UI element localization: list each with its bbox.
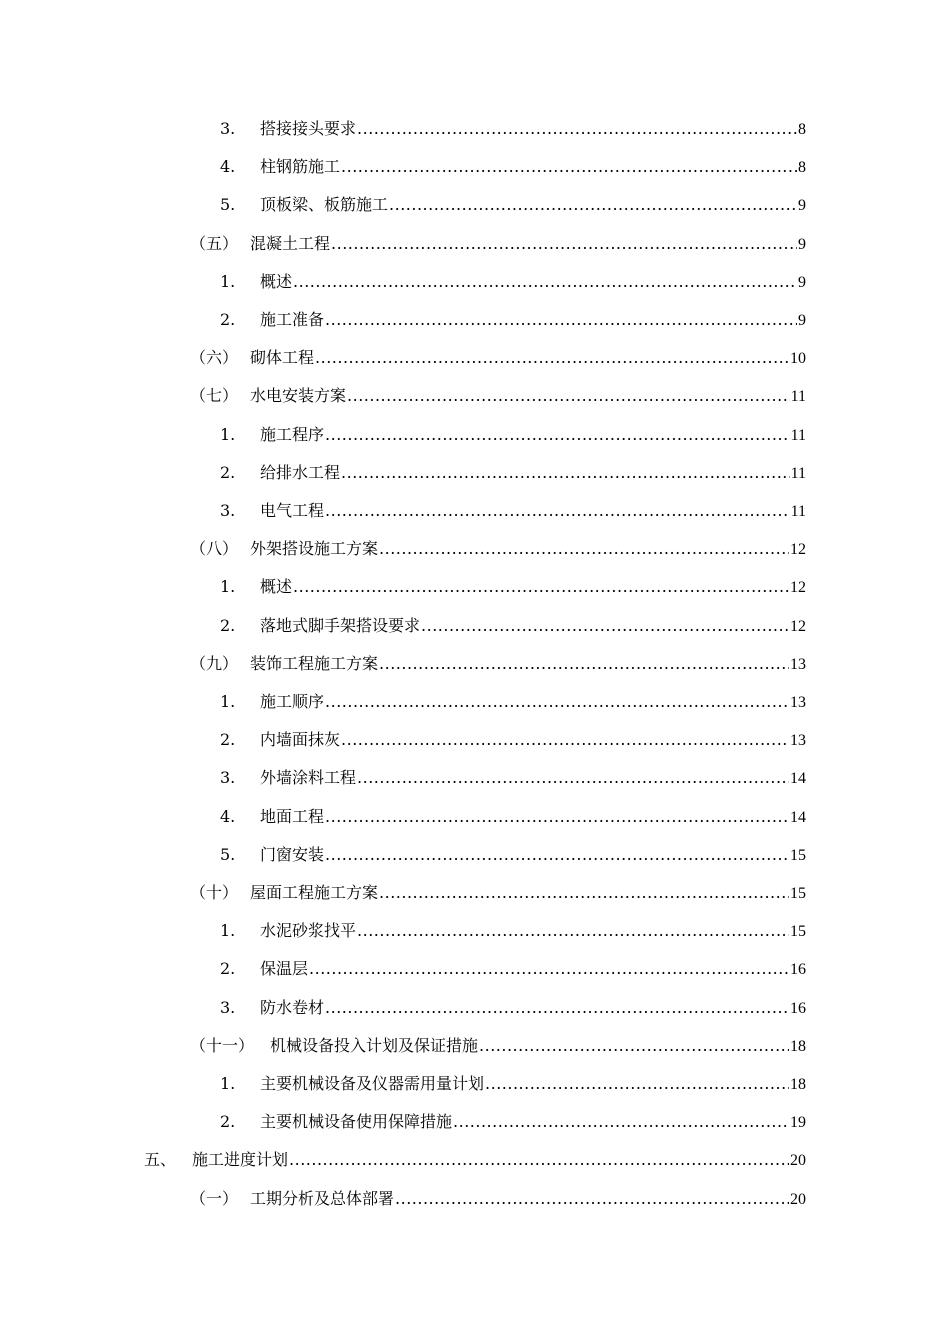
toc-entry-page-number: 15 (790, 885, 806, 902)
toc-entry-title: 施工进度计划 (192, 1150, 289, 1170)
toc-entry-page-number: 20 (790, 1190, 806, 1208)
toc-entry[interactable] (0, 154, 806, 180)
toc-entry-title: 砌体工程 (250, 348, 315, 368)
toc-entry-number: 1. (220, 577, 236, 597)
toc-entry-number: （八） (190, 539, 239, 559)
toc-entry-title: 顶板梁、板筋施工 (260, 195, 389, 215)
dot-leader (479, 1033, 789, 1059)
toc-entry-title: 内墙面抹灰 (260, 730, 341, 750)
toc-entry-number: 2. (220, 310, 236, 329)
toc-entry[interactable] (0, 1109, 806, 1135)
toc-entry-number: 1. (220, 921, 236, 941)
toc-entry-number: （十） (190, 883, 239, 902)
toc-entry-number: （五） (190, 233, 239, 253)
toc-entry-number: 2. (220, 959, 236, 979)
toc-entry-title: 概述 (260, 271, 293, 291)
toc-entry-title: 施工程序 (260, 424, 325, 444)
toc-entry-page-number: 11 (790, 464, 806, 482)
toc-entry-title: 电气工程 (260, 501, 325, 520)
toc-entry-number: 5. (220, 195, 236, 215)
toc-entry-title: 混凝土工程 (250, 233, 331, 253)
toc-entry-page-number: 18 (790, 1076, 806, 1093)
toc-entry-number: 2. (220, 1112, 236, 1132)
toc-entry-page-number: 12 (790, 617, 806, 635)
dot-leader (357, 116, 797, 142)
toc-entry-page-number: 8 (798, 159, 806, 177)
dot-leader (453, 1109, 789, 1135)
toc-entry[interactable] (0, 880, 806, 906)
toc-entry[interactable] (0, 307, 806, 333)
toc-entry-title: 保温层 (260, 959, 309, 979)
toc-entry-number: 1. (220, 271, 236, 291)
dot-leader (325, 498, 790, 524)
toc-entry[interactable] (0, 613, 806, 639)
dot-leader (325, 804, 789, 830)
toc-entry-page-number: 12 (790, 541, 806, 559)
toc-entry-page-number: 15 (790, 923, 806, 941)
dot-leader (293, 269, 797, 295)
toc-entry-page-number: 9 (798, 312, 806, 329)
toc-entry[interactable] (0, 536, 806, 562)
toc-entry-page-number: 11 (790, 503, 806, 520)
dot-leader (325, 689, 789, 715)
toc-entry[interactable] (0, 1147, 806, 1173)
toc-entry-title: 外墙涂料工程 (260, 768, 357, 788)
dot-leader (293, 574, 789, 600)
toc-entry-title: 给排水工程 (260, 462, 341, 482)
toc-entry-title: 主要机械设备使用保障措施 (260, 1112, 453, 1132)
dot-leader (485, 1071, 789, 1097)
toc-entry[interactable] (0, 345, 806, 371)
toc-entry-title: 水泥砂浆找平 (260, 921, 357, 941)
dot-leader (289, 1147, 789, 1173)
dot-leader (389, 192, 797, 218)
dot-leader (421, 613, 789, 639)
toc-entry[interactable] (0, 1071, 806, 1097)
dot-leader (325, 842, 789, 868)
toc-entry[interactable] (0, 231, 806, 257)
toc-entry[interactable] (0, 192, 806, 218)
toc-entry-number: 3. (220, 997, 236, 1017)
toc-entry[interactable] (0, 689, 806, 715)
toc-entry-number: 2. (220, 462, 236, 482)
toc-entry-page-number: 19 (790, 1114, 806, 1132)
toc-entry-page-number: 13 (790, 655, 806, 673)
toc-entry-page-number: 14 (790, 808, 806, 826)
toc-entry-page-number: 10 (790, 350, 806, 368)
toc-entry-number: （七） (190, 386, 239, 406)
toc-entry[interactable] (0, 765, 806, 791)
toc-entry-page-number: 9 (798, 273, 806, 291)
dot-leader (309, 956, 789, 982)
dot-leader (357, 765, 789, 791)
toc-entry-title: 屋面工程施工方案 (250, 883, 379, 902)
toc-entry-number: 3. (220, 768, 236, 788)
toc-entry-page-number: 11 (790, 388, 806, 406)
toc-entry-title: 水电安装方案 (250, 386, 347, 406)
toc-entry-page-number: 13 (790, 732, 806, 750)
toc-entry-number: 4. (220, 806, 236, 826)
toc-entry[interactable] (0, 422, 806, 448)
toc-entry-page-number: 12 (790, 579, 806, 597)
toc-entry[interactable] (0, 956, 806, 982)
toc-entry-page-number: 14 (790, 770, 806, 788)
toc-entry[interactable] (0, 995, 806, 1021)
toc-entry[interactable] (0, 1033, 806, 1059)
dot-leader (341, 727, 789, 753)
toc-entry-number: 3. (220, 501, 236, 520)
dot-leader (379, 880, 789, 906)
toc-entry-title: 防水卷材 (260, 997, 325, 1017)
toc-entry-number: （九） (190, 653, 239, 673)
toc-entry-title: 施工顺序 (260, 692, 325, 711)
toc-entry-number: 4. (220, 157, 236, 177)
toc-entry-number: 1. (220, 692, 236, 711)
toc-entry-title: 地面工程 (260, 806, 325, 826)
toc-entry-title: 概述 (260, 577, 293, 597)
toc-entry-page-number: 9 (798, 197, 806, 215)
toc-entry-page-number: 16 (790, 961, 806, 979)
toc-entry-number: 3. (220, 119, 236, 138)
dot-leader (325, 995, 789, 1021)
toc-entry-page-number: 15 (790, 846, 806, 864)
toc-entry-title: 落地式脚手架搭设要求 (260, 615, 421, 635)
toc-entry[interactable] (0, 727, 806, 753)
dot-leader (357, 918, 789, 944)
toc-entry-title: 搭接接头要求 (260, 119, 357, 138)
toc-entry[interactable] (0, 1186, 806, 1212)
toc-entry-page-number: 16 (790, 999, 806, 1017)
toc-entry[interactable] (0, 574, 806, 600)
toc-entry-title: 门窗安装 (260, 844, 325, 864)
toc-entry-title: 主要机械设备及仪器需用量计划 (260, 1074, 485, 1093)
toc-entry-number: 2. (220, 730, 236, 750)
toc-entry-number: 五、 (144, 1150, 177, 1170)
toc-entry-page-number: 11 (790, 426, 806, 444)
toc-entry-number: （六） (190, 348, 239, 368)
dot-leader (347, 383, 790, 409)
toc-entry-page-number: 9 (798, 235, 806, 253)
toc-entry[interactable] (0, 498, 806, 524)
toc-entry-title: 工期分析及总体部署 (250, 1188, 395, 1208)
toc-entry-title: 外架搭设施工方案 (250, 539, 379, 559)
toc-entry-title: 柱钢筋施工 (260, 157, 341, 177)
toc-entry[interactable] (0, 383, 806, 409)
dot-leader (341, 460, 790, 486)
toc-entry[interactable] (0, 460, 806, 486)
toc-entry-page-number: 13 (790, 694, 806, 711)
toc-entry-number: 1. (220, 1074, 236, 1093)
dot-leader (341, 154, 797, 180)
toc-entry-page-number: 8 (798, 121, 806, 138)
dot-leader (315, 345, 789, 371)
toc-entry-title: 装饰工程施工方案 (250, 653, 379, 673)
dot-leader (379, 536, 789, 562)
toc-entry-page-number: 20 (790, 1152, 806, 1170)
toc-entry[interactable] (0, 116, 806, 142)
toc-entry[interactable] (0, 269, 806, 295)
dot-leader (395, 1186, 789, 1212)
dot-leader (325, 307, 797, 333)
toc-entry-page-number: 18 (790, 1037, 806, 1055)
dot-leader (325, 422, 790, 448)
toc-entry[interactable] (0, 651, 806, 677)
dot-leader (331, 231, 797, 257)
toc-entry-number: 5. (220, 844, 236, 864)
toc-entry-number: 2. (220, 615, 236, 635)
toc-entry-number: （一） (190, 1188, 239, 1208)
toc-entry-title: 机械设备投入计划及保证措施 (270, 1035, 479, 1055)
toc-entry[interactable] (0, 842, 806, 868)
toc-entry-title: 施工准备 (260, 310, 325, 329)
toc-entry[interactable] (0, 918, 806, 944)
toc-entry-number: 1. (220, 424, 236, 444)
toc-entry-number: （十一） (190, 1035, 255, 1055)
dot-leader (379, 651, 789, 677)
toc-entry[interactable] (0, 804, 806, 830)
